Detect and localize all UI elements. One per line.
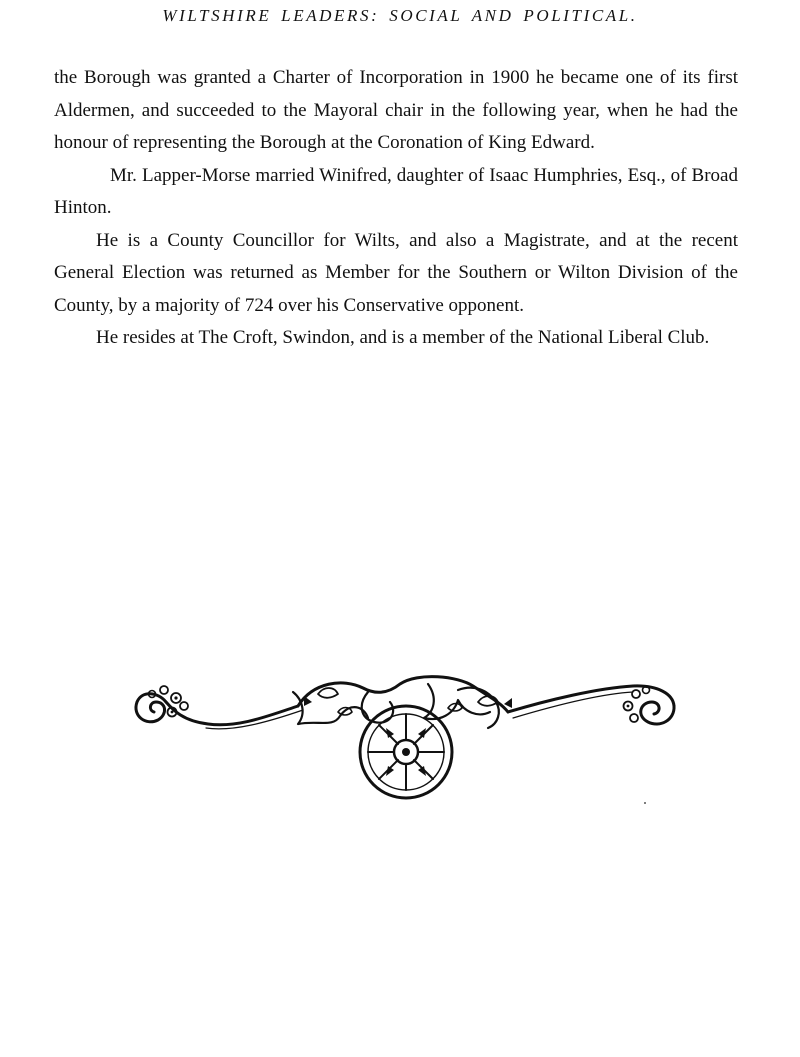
tailpiece-scroll-ornament (128, 672, 684, 800)
left-scroll-tail (166, 702, 298, 725)
print-speck (644, 802, 646, 804)
paragraph-marriage: Mr. Lapper-Morse married Winifred, daughter of Isaac Humphries, Esq., of Broad Hinton. (54, 164, 738, 218)
paragraph-councillor: He is a County Councillor for Wilts, and also a Magistrate, and at the recent General Election was returned as Member for the Southern or Wilton Division of the County, by a majority of 724 over his Conservative opponent. (54, 229, 738, 316)
paragraph-residence: He resides at The Croft, Swindon, and is a member of the National Liberal Club. (96, 327, 710, 348)
paragraph-borough: the Borough was granted a Charter of Incorporation in 1900 he became one of its first Aldermen, and succeeded to the Mayoral chair in the following year, when he had the honour of representing the Borough at the Coronation of King Edward. (54, 67, 738, 153)
running-head: WILTSHIRE LEADERS: SOCIAL AND POLITICAL. (162, 6, 638, 25)
body-text (54, 62, 738, 355)
right-spiral (641, 702, 674, 724)
